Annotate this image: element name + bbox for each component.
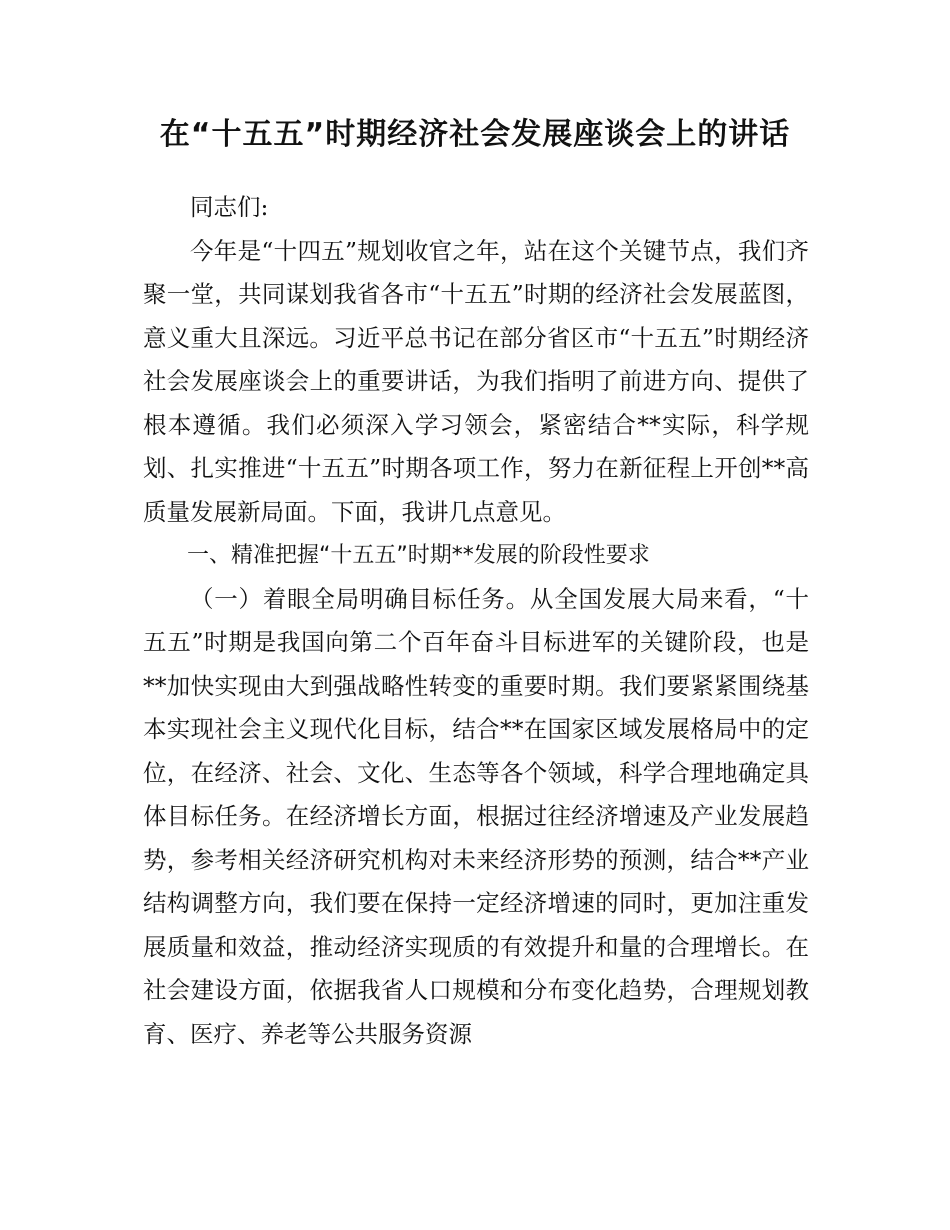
section-heading: 一、精准把握“十五五”时期**发展的阶段性要求	[187, 543, 650, 568]
subsection-paragraph: （一）着眼全局明确目标任务。从全国发展大局来看，“十五五”时期是我国向第二个百年奋斗目标进军的关键阶段，也是**加快实现由大到强战略性转变的重要时期。我们要紧紧围绕基本实现社会主义现代化目标，结合**在国家区域发展格局中的定位，在经济、社会、文化、生态等各个领域，科学合理地确定具体目标任务。在经济增长方面，根据过往经济增速及产业发展趋势，参考相关经济研究机构对未来经济形势的预测，结合**产业结构调整方向，我们要在保持一定经济增速的同时，更加注重发展质量和效益，推动经济实现质的有效提升和量的合理增长。在社会建设方面，依据我省人口规模和分布变化趋势，合理规划教育、医疗、养老等公共服务资源	[143, 584, 809, 1048]
document-body	[143, 186, 809, 1056]
intro-paragraph: 今年是“十四五”规划收官之年，站在这个关键节点，我们齐聚一堂，共同谋划我省各市“十五五”时期的经济社会发展蓝图，意义重大且深远。习近平总书记在部分省区市“十五五”时期经济社会发展座谈会上的重要讲话，为我们指明了前进方向、提供了根本遵循。我们必须深入学习领会，紧密结合**实际，科学规划、扎实推进“十五五”时期各项工作，努力在新征程上开创**高质量发展新局面。下面，我讲几点意见。	[143, 236, 809, 526]
document-title: 在“十五五”时期经济社会发展座谈会上的讲话	[159, 117, 791, 152]
salutation: 同志们:	[190, 193, 269, 221]
